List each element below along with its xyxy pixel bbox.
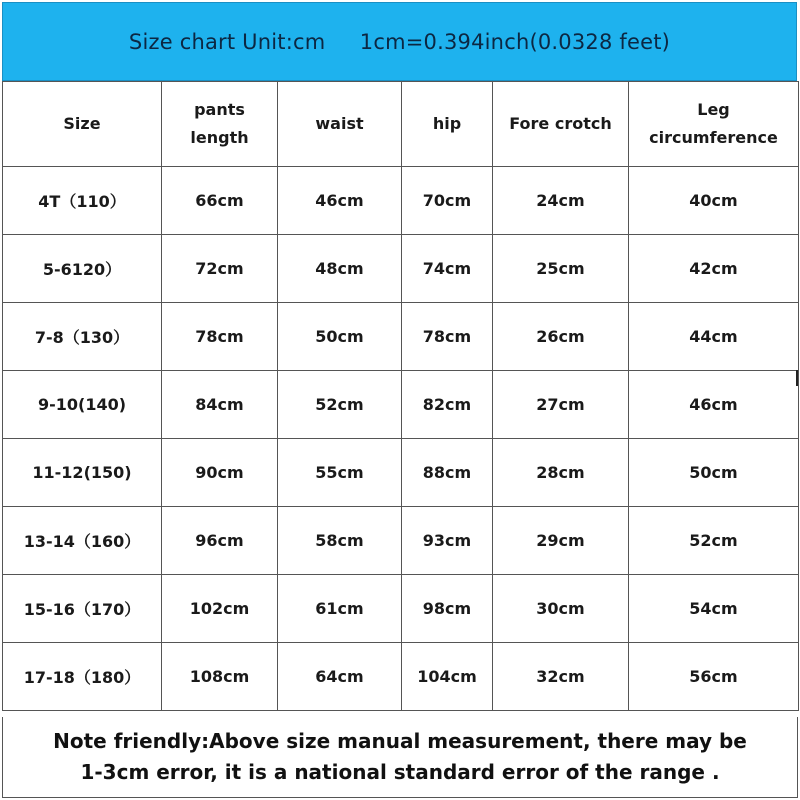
- cell-fore-crotch: 27cm: [493, 371, 629, 439]
- cell-leg-circumference: 50cm: [629, 439, 799, 507]
- cell-pants-length: 66cm: [162, 167, 278, 235]
- cell-hip: 78cm: [402, 303, 493, 371]
- cell-waist: 61cm: [278, 575, 402, 643]
- header-leg-circumference: Leg circumference: [629, 82, 799, 167]
- cell-leg-circumference: 46cm: [629, 371, 799, 439]
- table-row: [3, 167, 799, 235]
- table-row: [3, 439, 799, 507]
- cell-fore-crotch: 24cm: [493, 167, 629, 235]
- cell-pants-length: 90cm: [162, 439, 278, 507]
- cell-pants-length: 102cm: [162, 575, 278, 643]
- table-header-row: [3, 82, 799, 167]
- cell-hip: 93cm: [402, 507, 493, 575]
- cell-fore-crotch: 30cm: [493, 575, 629, 643]
- size-chart-title: Size chart Unit:cm 1cm=0.394inch(0.0328 feet): [128, 29, 671, 54]
- cell-leg-circumference: 40cm: [629, 167, 799, 235]
- header-fore-crotch: Fore crotch: [493, 82, 629, 167]
- cell-hip: 70cm: [402, 167, 493, 235]
- cell-size: 5-6120）: [3, 235, 162, 303]
- cell-leg-circumference: 42cm: [629, 235, 799, 303]
- table-row: [3, 303, 799, 371]
- cell-leg-circumference: 52cm: [629, 507, 799, 575]
- header-size: Size: [3, 82, 162, 167]
- cell-pants-length: 84cm: [162, 371, 278, 439]
- cell-pants-length: 78cm: [162, 303, 278, 371]
- cell-fore-crotch: 26cm: [493, 303, 629, 371]
- cell-fore-crotch: 32cm: [493, 643, 629, 711]
- header-pants-length: pants length: [162, 82, 278, 167]
- note-line-2: 1-3cm error, it is a national standard error of the range .: [80, 760, 720, 784]
- cell-size: 11-12(150): [3, 439, 162, 507]
- cell-leg-circumference: 44cm: [629, 303, 799, 371]
- cell-waist: 58cm: [278, 507, 402, 575]
- cell-pants-length: 108cm: [162, 643, 278, 711]
- table-row: [3, 643, 799, 711]
- size-chart: [2, 2, 798, 798]
- size-chart-banner: [2, 2, 797, 81]
- cell-waist: 52cm: [278, 371, 402, 439]
- cell-size: 4T（110）: [3, 167, 162, 235]
- text-cursor: [796, 370, 798, 386]
- header-waist: waist: [278, 82, 402, 167]
- cell-size: 17-18（180）: [3, 643, 162, 711]
- cell-fore-crotch: 28cm: [493, 439, 629, 507]
- table-row: [3, 507, 799, 575]
- cell-waist: 55cm: [278, 439, 402, 507]
- cell-size: 13-14（160）: [3, 507, 162, 575]
- cell-leg-circumference: 56cm: [629, 643, 799, 711]
- cell-size: 15-16（170）: [3, 575, 162, 643]
- cell-waist: 50cm: [278, 303, 402, 371]
- measurement-note: [2, 717, 798, 798]
- table-row: [3, 235, 799, 303]
- note-line-1: Note friendly:Above size manual measurement, there may be: [53, 729, 747, 753]
- cell-fore-crotch: 29cm: [493, 507, 629, 575]
- cell-waist: 64cm: [278, 643, 402, 711]
- size-table: [2, 81, 799, 711]
- cell-hip: 74cm: [402, 235, 493, 303]
- cell-hip: 98cm: [402, 575, 493, 643]
- cell-hip: 88cm: [402, 439, 493, 507]
- header-hip: hip: [402, 82, 493, 167]
- cell-pants-length: 72cm: [162, 235, 278, 303]
- cell-fore-crotch: 25cm: [493, 235, 629, 303]
- table-row: [3, 371, 799, 439]
- cell-pants-length: 96cm: [162, 507, 278, 575]
- cell-size: 7-8（130）: [3, 303, 162, 371]
- cell-hip: 82cm: [402, 371, 493, 439]
- cell-hip: 104cm: [402, 643, 493, 711]
- table-row: [3, 575, 799, 643]
- cell-size: 9-10(140): [3, 371, 162, 439]
- cell-leg-circumference: 54cm: [629, 575, 799, 643]
- cell-waist: 48cm: [278, 235, 402, 303]
- cell-waist: 46cm: [278, 167, 402, 235]
